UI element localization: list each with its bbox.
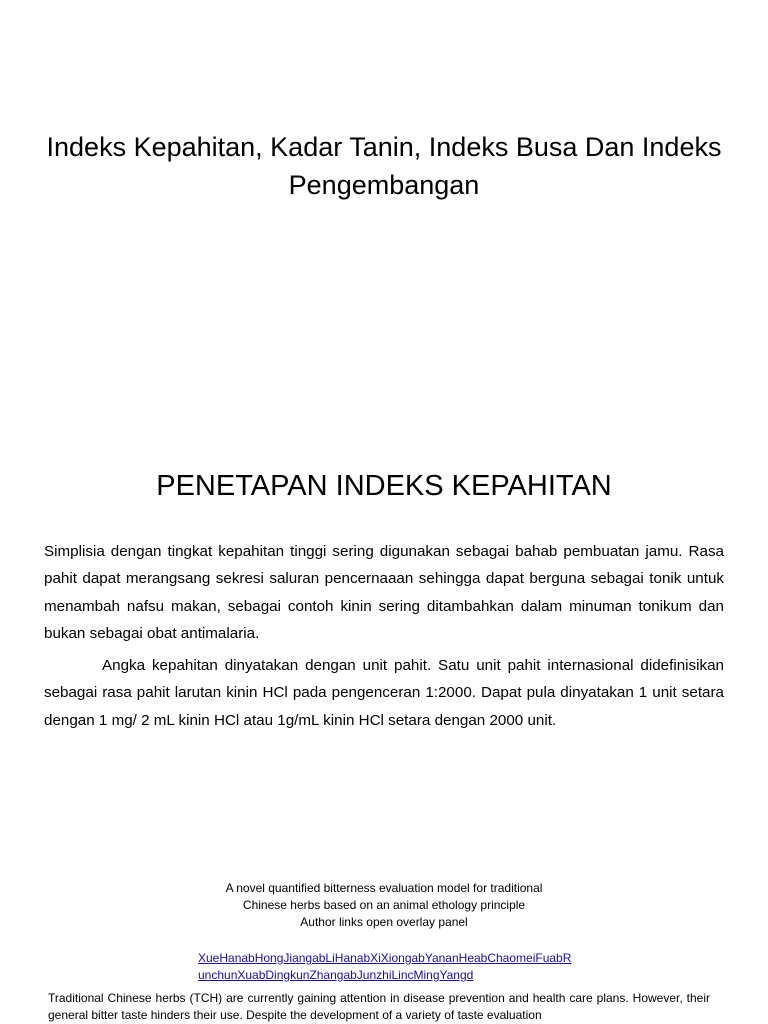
reference-title-line-2: Chinese herbs based on an animal ethology principle xyxy=(242,898,526,912)
section-heading: PENETAPAN INDEKS KEPAHITAN xyxy=(156,470,612,502)
abstract-text: Traditional Chinese herbs (TCH) are currently gaining attention in disease prevention and health care plans. However, their general bitter taste hinders their use. Despite the development of a variety of taste evaluation xyxy=(48,991,710,1022)
author-links-label: Author links open overlay panel xyxy=(300,915,468,929)
reference-title-line-1: A novel quantified bitterness evaluation model for traditional xyxy=(225,881,543,895)
author-list-link[interactable]: XueHanabHongJiangabLiHanabXiXiongabYananHeabChaomeiFuabRunchunXuabDingkunZhangabJunzhiLincMingYangd xyxy=(198,951,572,982)
body-paragraph-2: Angka kepahitan dinyatakan dengan unit pahit. Satu unit pahit internasional didefinisikan sebagai rasa pahit larutan kinin HCl pada pengenceran 1:2000. Dapat pula dinyatakan 1 unit setara dengan 1 mg/ 2 mL kinin HCl atau 1g/mL kinin HCl setara dengan 2000 unit. xyxy=(44,657,724,729)
document-title: Indeks Kepahitan, Kadar Tanin, Indeks Busa Dan Indeks Pengembangan xyxy=(46,132,722,200)
reference-header xyxy=(40,880,728,931)
body-paragraph-1: Simplisia dengan tingkat kepahitan tinggi sering digunakan sebagai bahab pembuatan jamu. Rasa pahit dapat merangsang sekresi saluran pencernaaan sehingga dapat berguna sebagai tonik untuk menambah nafsu makan, sebagai contoh kinin sering ditambahkan dalam minuman tonikum dan bukan sebagai obat antimalaria. xyxy=(44,543,724,642)
